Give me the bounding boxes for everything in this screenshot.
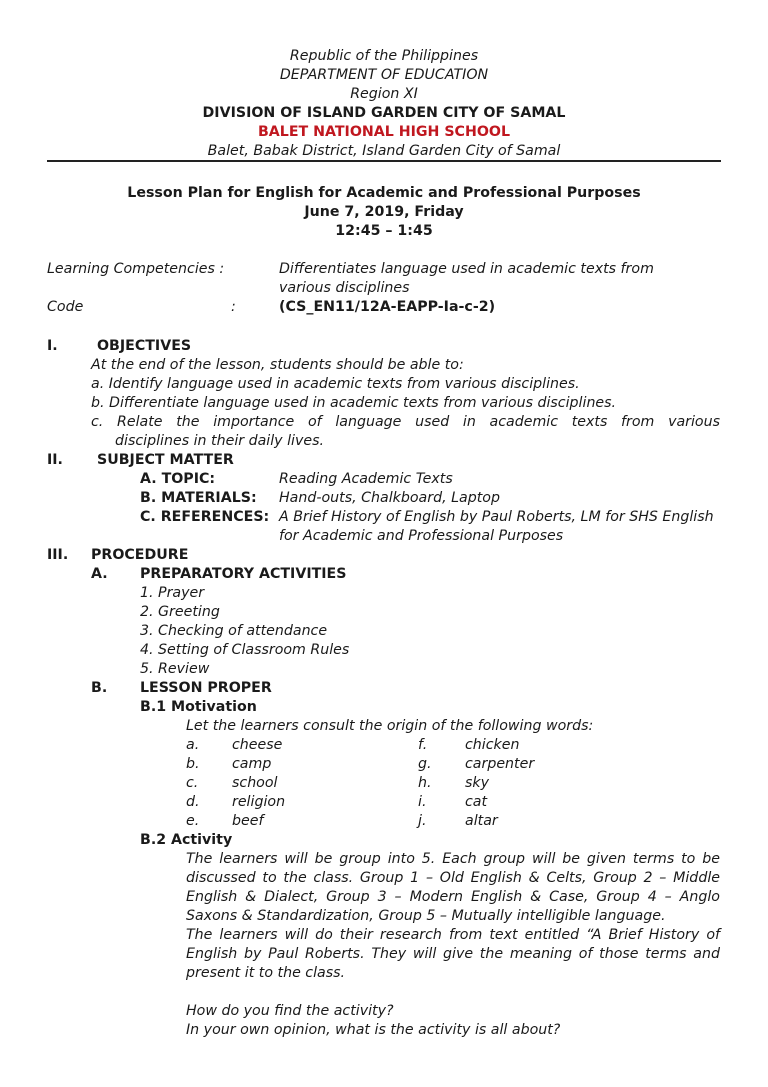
references-value: A Brief History of English by Paul Roberts, LM for SHS English: [279, 509, 714, 525]
plan-title: Lesson Plan for English for Academic and Professional Purposes: [127, 185, 641, 201]
word-item: religion: [232, 794, 286, 810]
word-item: beef: [232, 813, 264, 829]
learning-competencies-value: Differentiates language used in academic texts from: [279, 261, 654, 277]
topic-label: A. TOPIC:: [140, 471, 216, 487]
activity-paragraph-line: The learners will do their research from text entitled “A Brief History of: [186, 927, 720, 943]
activity-paragraph-line: English & Dialect, Group 3 – Modern English & Case, Group 4 – Anglo: [186, 889, 720, 905]
word-letter: j.: [418, 813, 427, 829]
lesson-proper-letter: B.: [91, 680, 108, 696]
preparatory-letter: A.: [91, 566, 108, 582]
plan-time: 12:45 – 1:45: [335, 223, 433, 239]
word-letter: c.: [186, 775, 199, 791]
activity-heading: B.2 Activity: [140, 832, 233, 848]
word-item: school: [232, 775, 278, 791]
word-letter: d.: [186, 794, 200, 810]
header-republic: Republic of the Philippines: [289, 48, 479, 64]
word-letter: h.: [418, 775, 432, 791]
word-item: cat: [465, 794, 488, 810]
materials-value: Hand-outs, Chalkboard, Laptop: [279, 490, 500, 506]
motivation-intro: Let the learners consult the origin of the following words:: [186, 718, 594, 734]
procedure-number: III.: [47, 547, 69, 563]
code-colon: :: [231, 299, 236, 315]
code-value: (CS_EN11/12A-EAPP-Ia-c-2): [279, 299, 496, 315]
word-letter: f.: [418, 737, 428, 753]
activity-paragraph-line: Saxons & Standardization, Group 5 – Mutually intelligible language.: [186, 908, 666, 924]
prep-item: 2. Greeting: [140, 604, 220, 620]
learning-competencies-value-cont: various disciplines: [279, 280, 410, 296]
activity-question: How do you find the activity?: [186, 1003, 394, 1019]
references-label: C. REFERENCES:: [140, 509, 270, 525]
word-letter: e.: [186, 813, 200, 829]
references-value-cont: for Academic and Professional Purposes: [279, 528, 564, 544]
subject-number: II.: [47, 452, 63, 468]
objective-a: a. Identify language used in academic texts from various disciplines.: [91, 376, 580, 392]
objectives-number: I.: [47, 338, 58, 354]
objective-b: b. Differentiate language used in academic texts from various disciplines.: [91, 395, 617, 411]
word-item: cheese: [232, 737, 283, 753]
preparatory-heading: PREPARATORY ACTIVITIES: [140, 566, 347, 582]
prep-item: 3. Checking of attendance: [140, 623, 328, 639]
topic-value: Reading Academic Texts: [279, 471, 453, 487]
word-item: camp: [232, 756, 272, 772]
word-letter: a.: [186, 737, 200, 753]
word-item: chicken: [465, 737, 520, 753]
word-letter: i.: [418, 794, 427, 810]
header-department: DEPARTMENT OF EDUCATION: [279, 67, 489, 83]
activity-paragraph-line: present it to the class.: [186, 965, 346, 981]
activity-paragraph-line: The learners will be group into 5. Each group will be given terms to be: [186, 851, 720, 867]
header-school: BALET NATIONAL HIGH SCHOOL: [257, 124, 511, 140]
materials-label: B. MATERIALS:: [140, 490, 257, 506]
prep-item: 4. Setting of Classroom Rules: [140, 642, 350, 658]
word-letter: g.: [418, 756, 432, 772]
subject-heading: SUBJECT MATTER: [97, 452, 234, 468]
header-divider: [47, 160, 721, 162]
procedure-heading: PROCEDURE: [91, 547, 189, 563]
plan-date: June 7, 2019, Friday: [304, 204, 464, 220]
objectives-intro: At the end of the lesson, students should be able to:: [91, 357, 464, 373]
lesson-proper-heading: LESSON PROPER: [140, 680, 272, 696]
prep-item: 5. Review: [140, 661, 210, 677]
motivation-heading: B.1 Motivation: [140, 699, 257, 715]
word-letter: b.: [186, 756, 200, 772]
word-item: altar: [465, 813, 498, 829]
activity-paragraph-line: English by Paul Roberts. They will give the meaning of those terms and: [186, 946, 720, 962]
objectives-heading: OBJECTIVES: [97, 338, 192, 354]
header-division: DIVISION OF ISLAND GARDEN CITY OF SAMAL: [202, 105, 566, 121]
objective-c: c. Relate the importance of language used in academic texts from various: [91, 414, 720, 430]
learning-competencies-label: Learning Competencies :: [47, 261, 225, 277]
word-item: sky: [465, 775, 490, 791]
word-item: carpenter: [465, 756, 535, 772]
activity-question: In your own opinion, what is the activity is all about?: [186, 1022, 561, 1038]
header-region: Region XI: [350, 86, 418, 102]
activity-paragraph-line: discussed to the class. Group 1 – Old English & Celts, Group 2 – Middle: [186, 870, 720, 886]
header-address: Balet, Babak District, Island Garden City of Samal: [207, 143, 561, 159]
prep-item: 1. Prayer: [140, 585, 205, 601]
code-label: Code: [47, 299, 84, 315]
objective-c-cont: disciplines in their daily lives.: [115, 433, 325, 449]
